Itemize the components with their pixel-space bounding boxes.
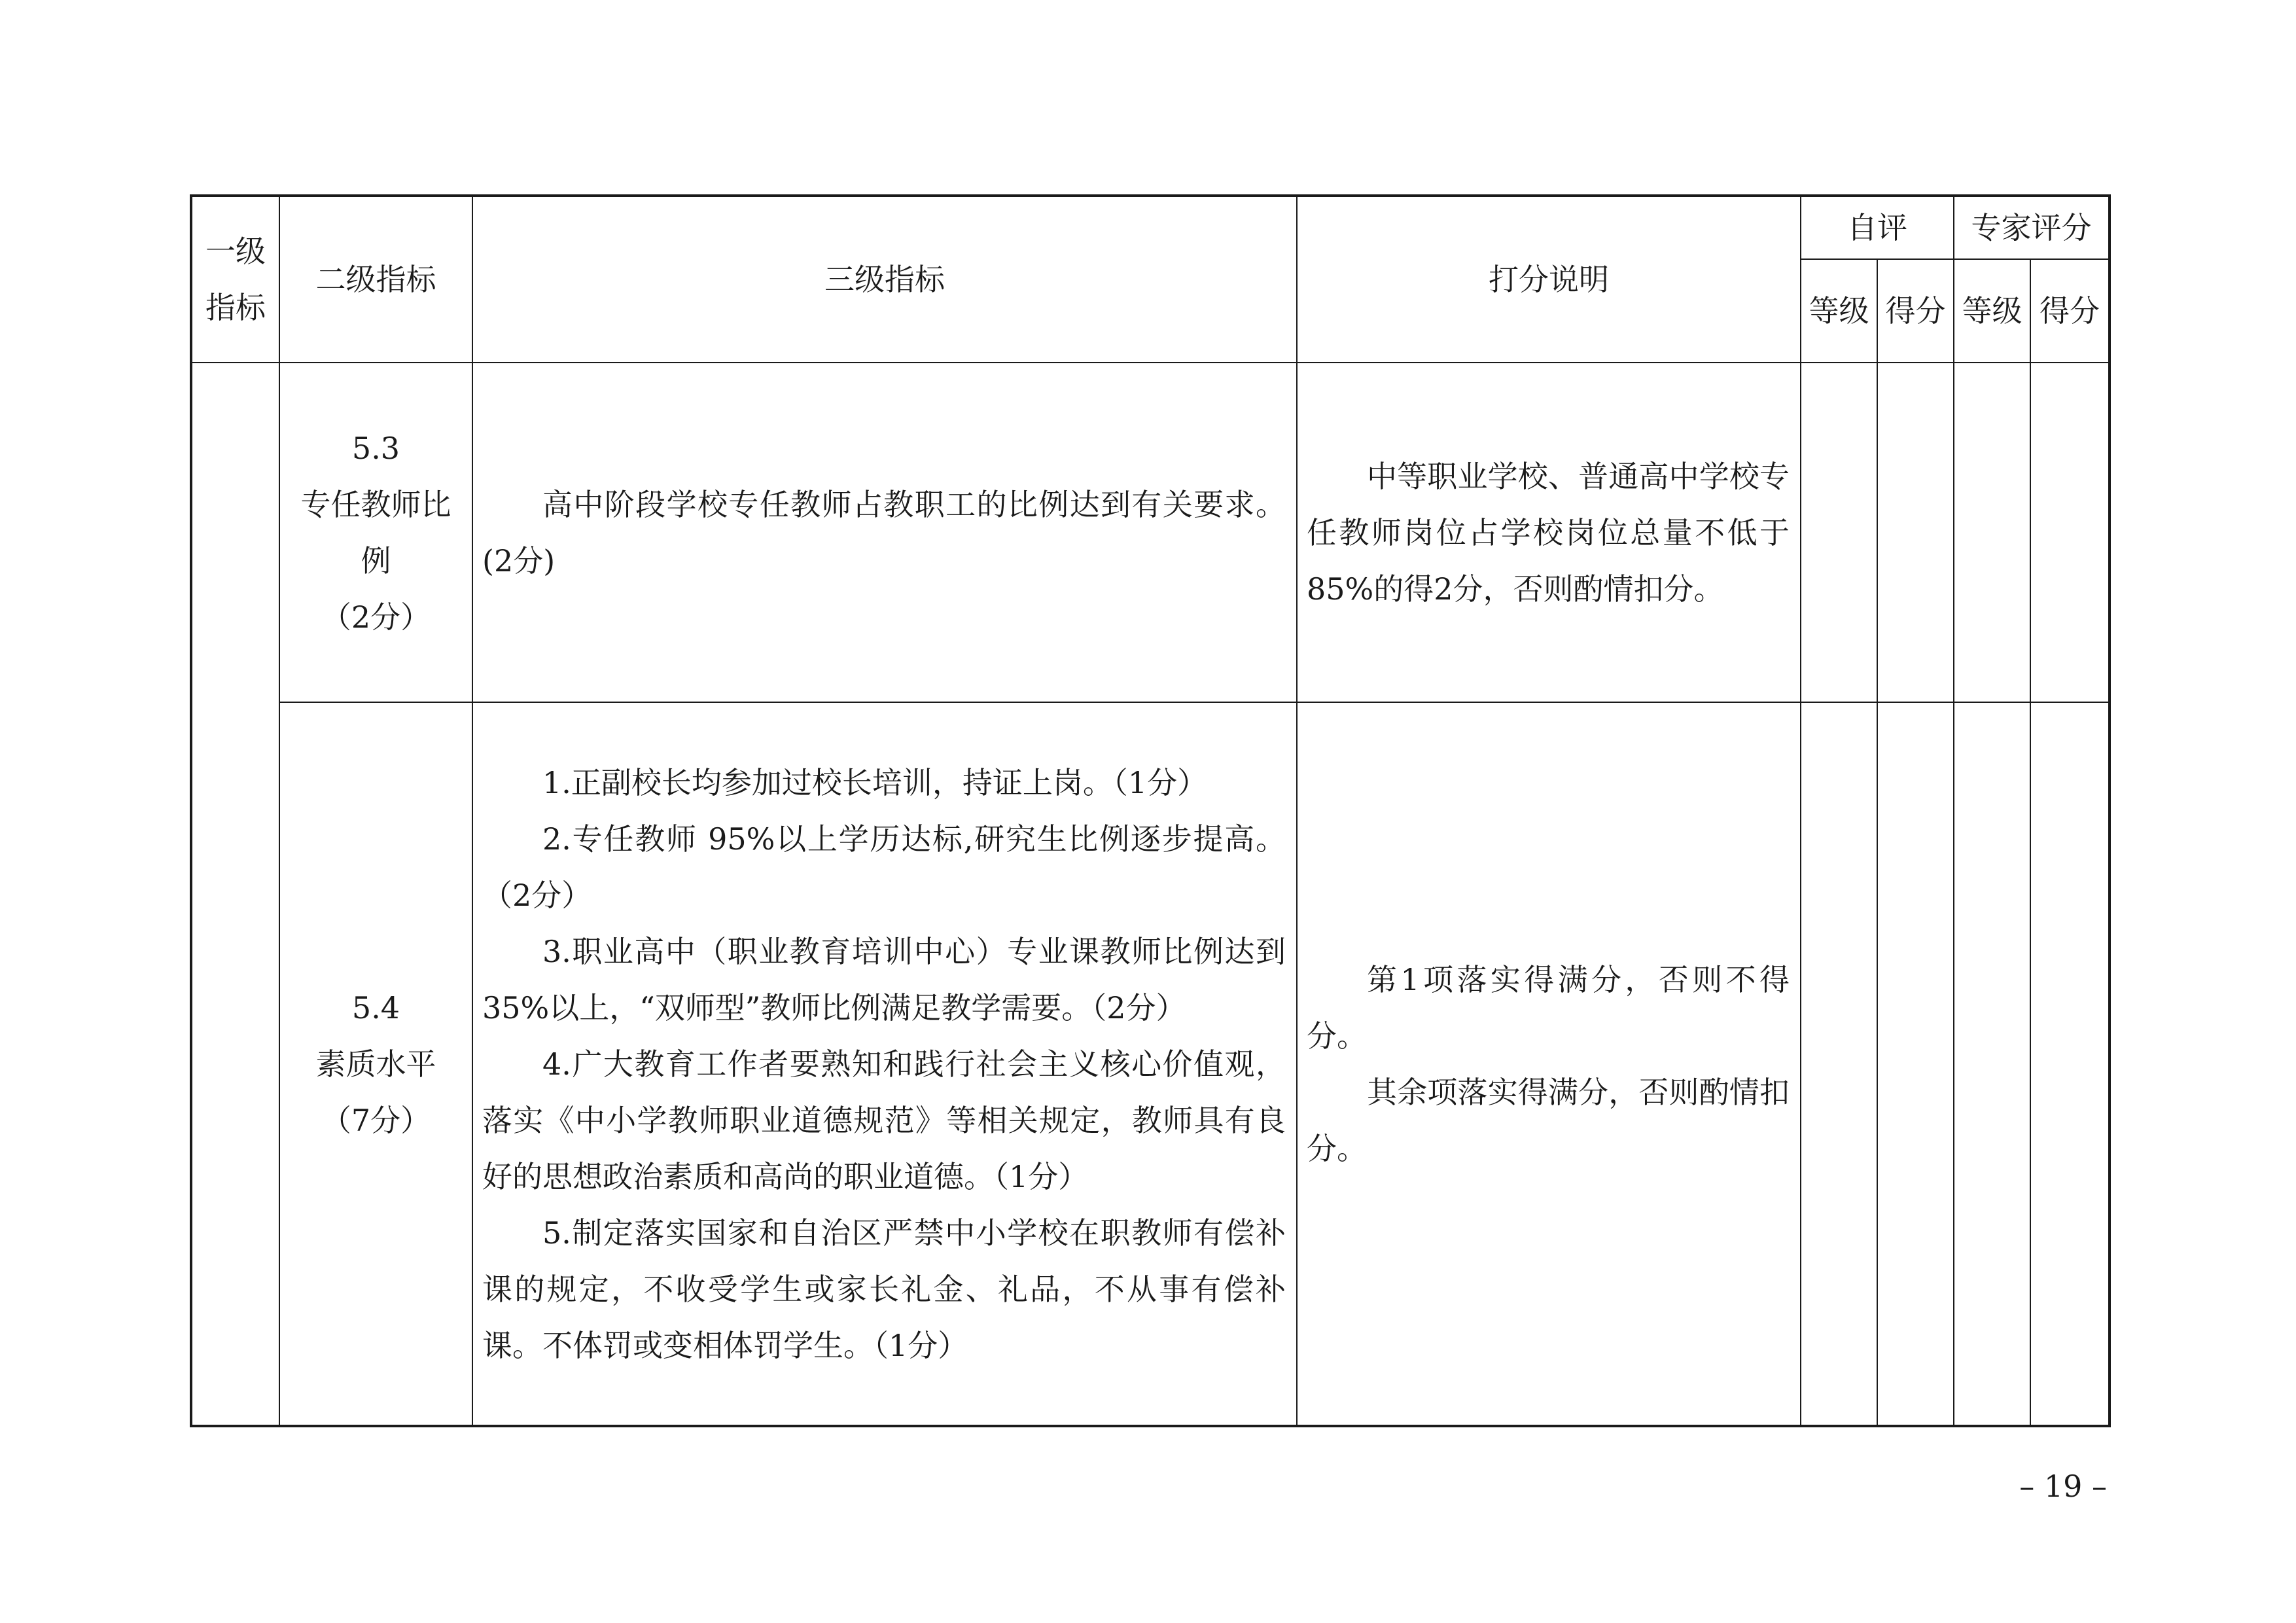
- self-score-cell: [1877, 702, 1954, 1426]
- indicator-item: 高中阶段学校专任教师占教职工的比例达到有关要求。(2分): [482, 486, 1286, 579]
- self-grade-cell: [1801, 363, 1877, 702]
- page-number: – 19 –: [2019, 1469, 2107, 1504]
- table-row-5-4: [191, 702, 2110, 1426]
- header-row-1: [191, 196, 2110, 259]
- expert-score-cell: [2030, 702, 2110, 1426]
- indicator-name: 专任教师比: [300, 486, 451, 522]
- scoring-text-1: 第1项落实得满分，否则不得分。: [1307, 961, 1790, 1054]
- header-scoring-notes: 打分说明: [1297, 196, 1801, 363]
- header-expert-grade: 等级: [1954, 259, 2030, 363]
- indicator-item-1: 1.正副校长均参加过校长培训，持证上岗。（1分）: [542, 764, 1208, 800]
- indicator-code: 5.3: [351, 430, 400, 466]
- indicator-item-2: 2.专任教师 95%以上学历达标,研究生比例逐步提高。（2分）: [482, 821, 1286, 913]
- header-self-grade: 等级: [1801, 259, 1877, 363]
- header-self-score: 得分: [1877, 259, 1954, 363]
- header-level2: 二级指标: [279, 196, 472, 363]
- header-expert-score: 得分: [2030, 259, 2110, 363]
- scoring-text: 中等职业学校、普通高中学校专任教师岗位占学校岗位总量不低于85%的得2分，否则酌情扣分。: [1307, 458, 1790, 607]
- level2-cell: [279, 363, 472, 702]
- indicator-item-3: 3.职业高中（职业教育培训中心）专业课教师比例达到35%以上，“双师型”教师比例满足教学需要。（2分）: [482, 933, 1286, 1026]
- indicator-item-4: 4.广大教育工作者要熟知和践行社会主义核心价值观，落实《中小学教师职业道德规范》等相关规定，教师具有良好的思想政治素质和高尚的职业道德。（1分）: [482, 1046, 1286, 1194]
- level3-cell: [472, 363, 1297, 702]
- evaluation-table: [190, 194, 2111, 1427]
- indicator-points: （2分）: [321, 599, 431, 635]
- level2-cell: [279, 702, 472, 1426]
- indicator-name-cont: 例: [361, 543, 391, 579]
- header-expert-eval: 专家评分: [1954, 196, 2110, 259]
- indicator-name: 素质水平: [315, 1046, 436, 1082]
- header-self-eval: 自评: [1801, 196, 1954, 259]
- scoring-cell: [1297, 702, 1801, 1426]
- header-level3: 三级指标: [472, 196, 1297, 363]
- table-row-5-3: [191, 363, 2110, 702]
- indicator-item-5: 5.制定落实国家和自治区严禁中小学校在职教师有偿补课的规定，不收受学生或家长礼金、礼品，不从事有偿补课。不体罚或变相体罚学生。（1分）: [482, 1215, 1286, 1363]
- indicator-points: （7分）: [321, 1102, 431, 1138]
- expert-grade-cell: [1954, 363, 2030, 702]
- scoring-text-2: 其余项落实得满分，否则酌情扣分。: [1307, 1074, 1790, 1166]
- scoring-cell: [1297, 363, 1801, 702]
- self-grade-cell: [1801, 702, 1877, 1426]
- self-score-cell: [1877, 363, 1954, 702]
- header-level1: 一级指标: [191, 196, 279, 363]
- expert-score-cell: [2030, 363, 2110, 702]
- level1-cell: [191, 363, 279, 1426]
- level3-cell: [472, 702, 1297, 1426]
- indicator-code: 5.4: [351, 990, 400, 1026]
- expert-grade-cell: [1954, 702, 2030, 1426]
